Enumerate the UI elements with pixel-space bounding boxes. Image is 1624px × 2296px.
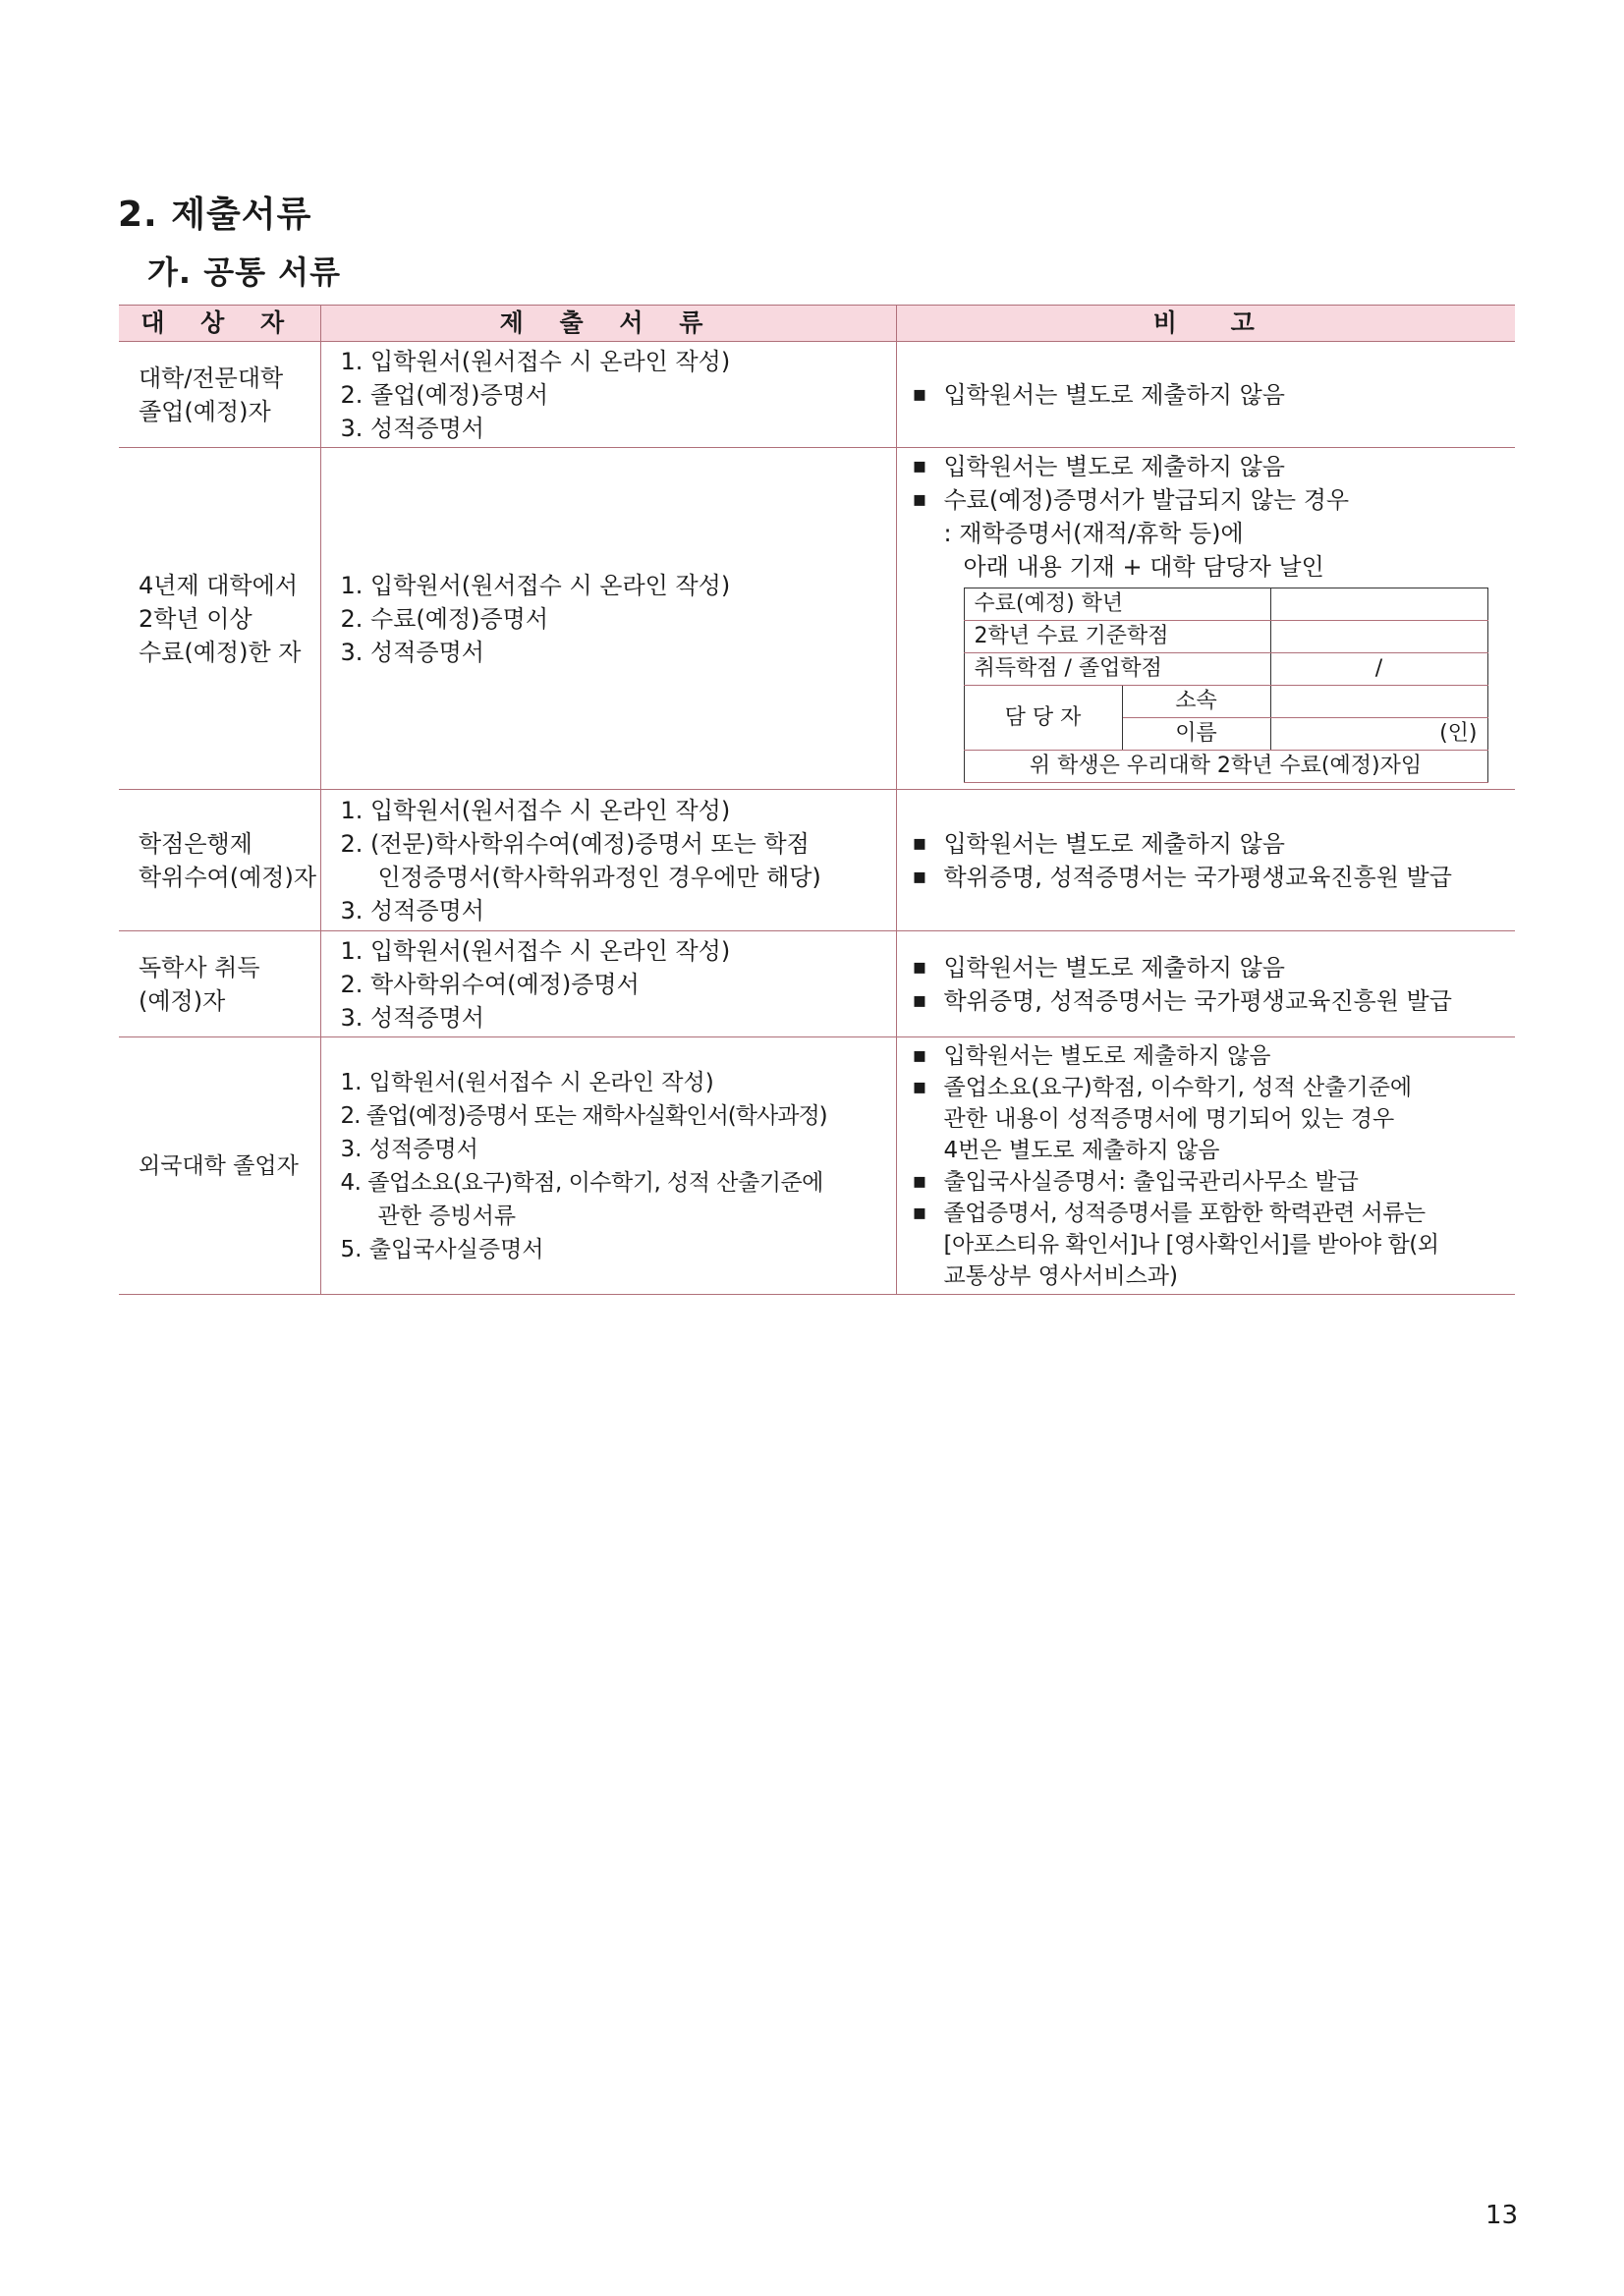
target-line: 외국대학 졸업자 <box>139 1152 299 1179</box>
document-item: 관한 증빙서류 <box>377 1203 517 1229</box>
documents-table <box>119 305 1515 1295</box>
target-line: 수료(예정)한 자 <box>139 638 302 666</box>
target-cell <box>119 342 320 448</box>
remark-line: : 재학증명서(재적/휴학 등)에 <box>943 520 1244 547</box>
remarks-cell <box>896 448 1515 790</box>
document-item: 4. 졸업소요(요구)학점, 이수학기, 성적 산출기준에 <box>340 1169 823 1196</box>
documents-cell <box>320 1037 896 1295</box>
form-label: 이름 <box>1122 718 1270 751</box>
document-item: 2. 졸업(예정)증명서 또는 재학사실확인서(학사과정) <box>340 1102 827 1129</box>
remark-bullet: ▪ 출입국사실증명서: 출입국관리사무소 발급 <box>909 1166 1508 1198</box>
document-item: 3. 성적증명서 <box>340 1003 484 1032</box>
documents-cell <box>320 931 896 1037</box>
document-item: 3. 성적증명서 <box>340 638 484 666</box>
remark-line: 관한 내용이 성적증명서에 명기되어 있는 경우 <box>943 1105 1395 1132</box>
remark-bullet: ▪ 졸업소요(요구)학점, 이수학기, 성적 산출기준에 <box>909 1072 1508 1103</box>
table-row <box>119 1037 1515 1295</box>
form-label: 2학년 수료 기준학점 <box>964 621 1270 653</box>
remark-bullet: ▪ 입학원서는 별도로 제출하지 않음 <box>909 1040 1508 1072</box>
confirmation-form <box>964 588 1488 783</box>
page-number: 13 <box>1485 2201 1519 2230</box>
remarks-cell <box>896 1037 1515 1295</box>
remark-line: 4번은 별도로 제출하지 않음 <box>943 1137 1220 1163</box>
table-row <box>119 342 1515 448</box>
form-label: 취득학점 / 졸업학점 <box>964 653 1270 686</box>
document-item: 2. 수료(예정)증명서 <box>340 604 549 633</box>
subsection-title: 가. 공통 서류 <box>147 253 341 291</box>
target-cell <box>119 931 320 1037</box>
table-row <box>119 790 1515 931</box>
header-documents: 제 출 서 류 <box>320 306 896 342</box>
form-value <box>1270 686 1487 718</box>
target-line: 학위수여(예정)자 <box>139 863 317 891</box>
documents-cell <box>320 448 896 790</box>
target-cell <box>119 790 320 931</box>
remark-bullet: ▪ 졸업증명서, 성적증명서를 포함한 학력관련 서류는 <box>909 1198 1508 1229</box>
remark-line: [아포스티유 확인서]나 [영사확인서]를 받아야 함(외 <box>943 1231 1439 1258</box>
form-row <box>964 653 1487 686</box>
documents-cell <box>320 342 896 448</box>
remark-bullet: ▪ 입학원서는 별도로 제출하지 않음 <box>909 378 1508 412</box>
target-cell <box>119 1037 320 1295</box>
header-remarks: 비 고 <box>896 306 1515 342</box>
remark-bullet: ▪ 학위증명, 성적증명서는 국가평생교육진흥원 발급 <box>909 984 1508 1018</box>
form-value <box>1270 621 1487 653</box>
target-line: 학점은행제 <box>139 829 252 858</box>
remarks-cell <box>896 790 1515 931</box>
form-value <box>1270 588 1487 621</box>
remark-bullet: ▪ 입학원서는 별도로 제출하지 않음 <box>909 827 1508 861</box>
target-line: 대학/전문대학 <box>139 364 284 392</box>
document-item: 2. 학사학위수여(예정)증명서 <box>340 970 640 998</box>
target-line: (예정)자 <box>139 986 226 1015</box>
remarks-cell <box>896 342 1515 448</box>
header-target: 대 상 자 <box>119 306 320 342</box>
section-title: 2. 제출서류 <box>118 195 312 235</box>
table-row <box>119 448 1515 790</box>
form-label: 담 당 자 <box>964 686 1122 751</box>
target-line: 4년제 대학에서 <box>139 571 299 599</box>
remark-bullet: ▪ 수료(예정)증명서가 발급되지 않는 경우 <box>909 483 1508 517</box>
remark-bullet: ▪ 입학원서는 별도로 제출하지 않음 <box>909 951 1508 984</box>
target-line: 독학사 취득 <box>139 953 260 981</box>
form-value: (인) <box>1270 718 1487 751</box>
document-item: 1. 입학원서(원서접수 시 온라인 작성) <box>340 1069 714 1095</box>
document-item: 2. 졸업(예정)증명서 <box>340 380 549 409</box>
remark-bullet: ▪ 입학원서는 별도로 제출하지 않음 <box>909 450 1508 483</box>
document-item: 인정증명서(학사학위과정인 경우에만 해당) <box>377 863 821 891</box>
document-item: 5. 출입국사실증명서 <box>340 1236 544 1262</box>
target-cell <box>119 448 320 790</box>
remarks-cell <box>896 931 1515 1037</box>
form-value: / <box>1270 653 1487 686</box>
document-item: 1. 입학원서(원서접수 시 온라인 작성) <box>340 571 731 599</box>
form-label: 소속 <box>1122 686 1270 718</box>
form-footer: 위 학생은 우리대학 2학년 수료(예정)자임 <box>964 751 1487 783</box>
documents-cell <box>320 790 896 931</box>
document-item: 3. 성적증명서 <box>340 896 484 924</box>
target-line: 졸업(예정)자 <box>139 397 271 425</box>
form-row <box>964 621 1487 653</box>
document-item: 2. (전문)학사학위수여(예정)증명서 또는 학점 <box>340 829 810 858</box>
table-header-row <box>119 306 1515 342</box>
form-label: 수료(예정) 학년 <box>964 588 1270 621</box>
remark-bullet: ▪ 학위증명, 성적증명서는 국가평생교육진흥원 발급 <box>909 861 1508 894</box>
remark-line: 교통상부 영사서비스과) <box>943 1262 1178 1289</box>
document-item: 1. 입학원서(원서접수 시 온라인 작성) <box>340 347 731 375</box>
document-item: 3. 성적증명서 <box>340 414 484 442</box>
document-item: 1. 입학원서(원서접수 시 온라인 작성) <box>340 796 731 824</box>
document-item: 3. 성적증명서 <box>340 1136 478 1162</box>
form-row <box>964 686 1487 718</box>
target-line: 2학년 이상 <box>139 604 252 633</box>
remark-line: 아래 내용 기재 + 대학 담당자 날인 <box>963 553 1324 581</box>
form-row <box>964 588 1487 621</box>
form-row <box>964 751 1487 783</box>
document-item: 1. 입학원서(원서접수 시 온라인 작성) <box>340 936 731 965</box>
table-row <box>119 931 1515 1037</box>
